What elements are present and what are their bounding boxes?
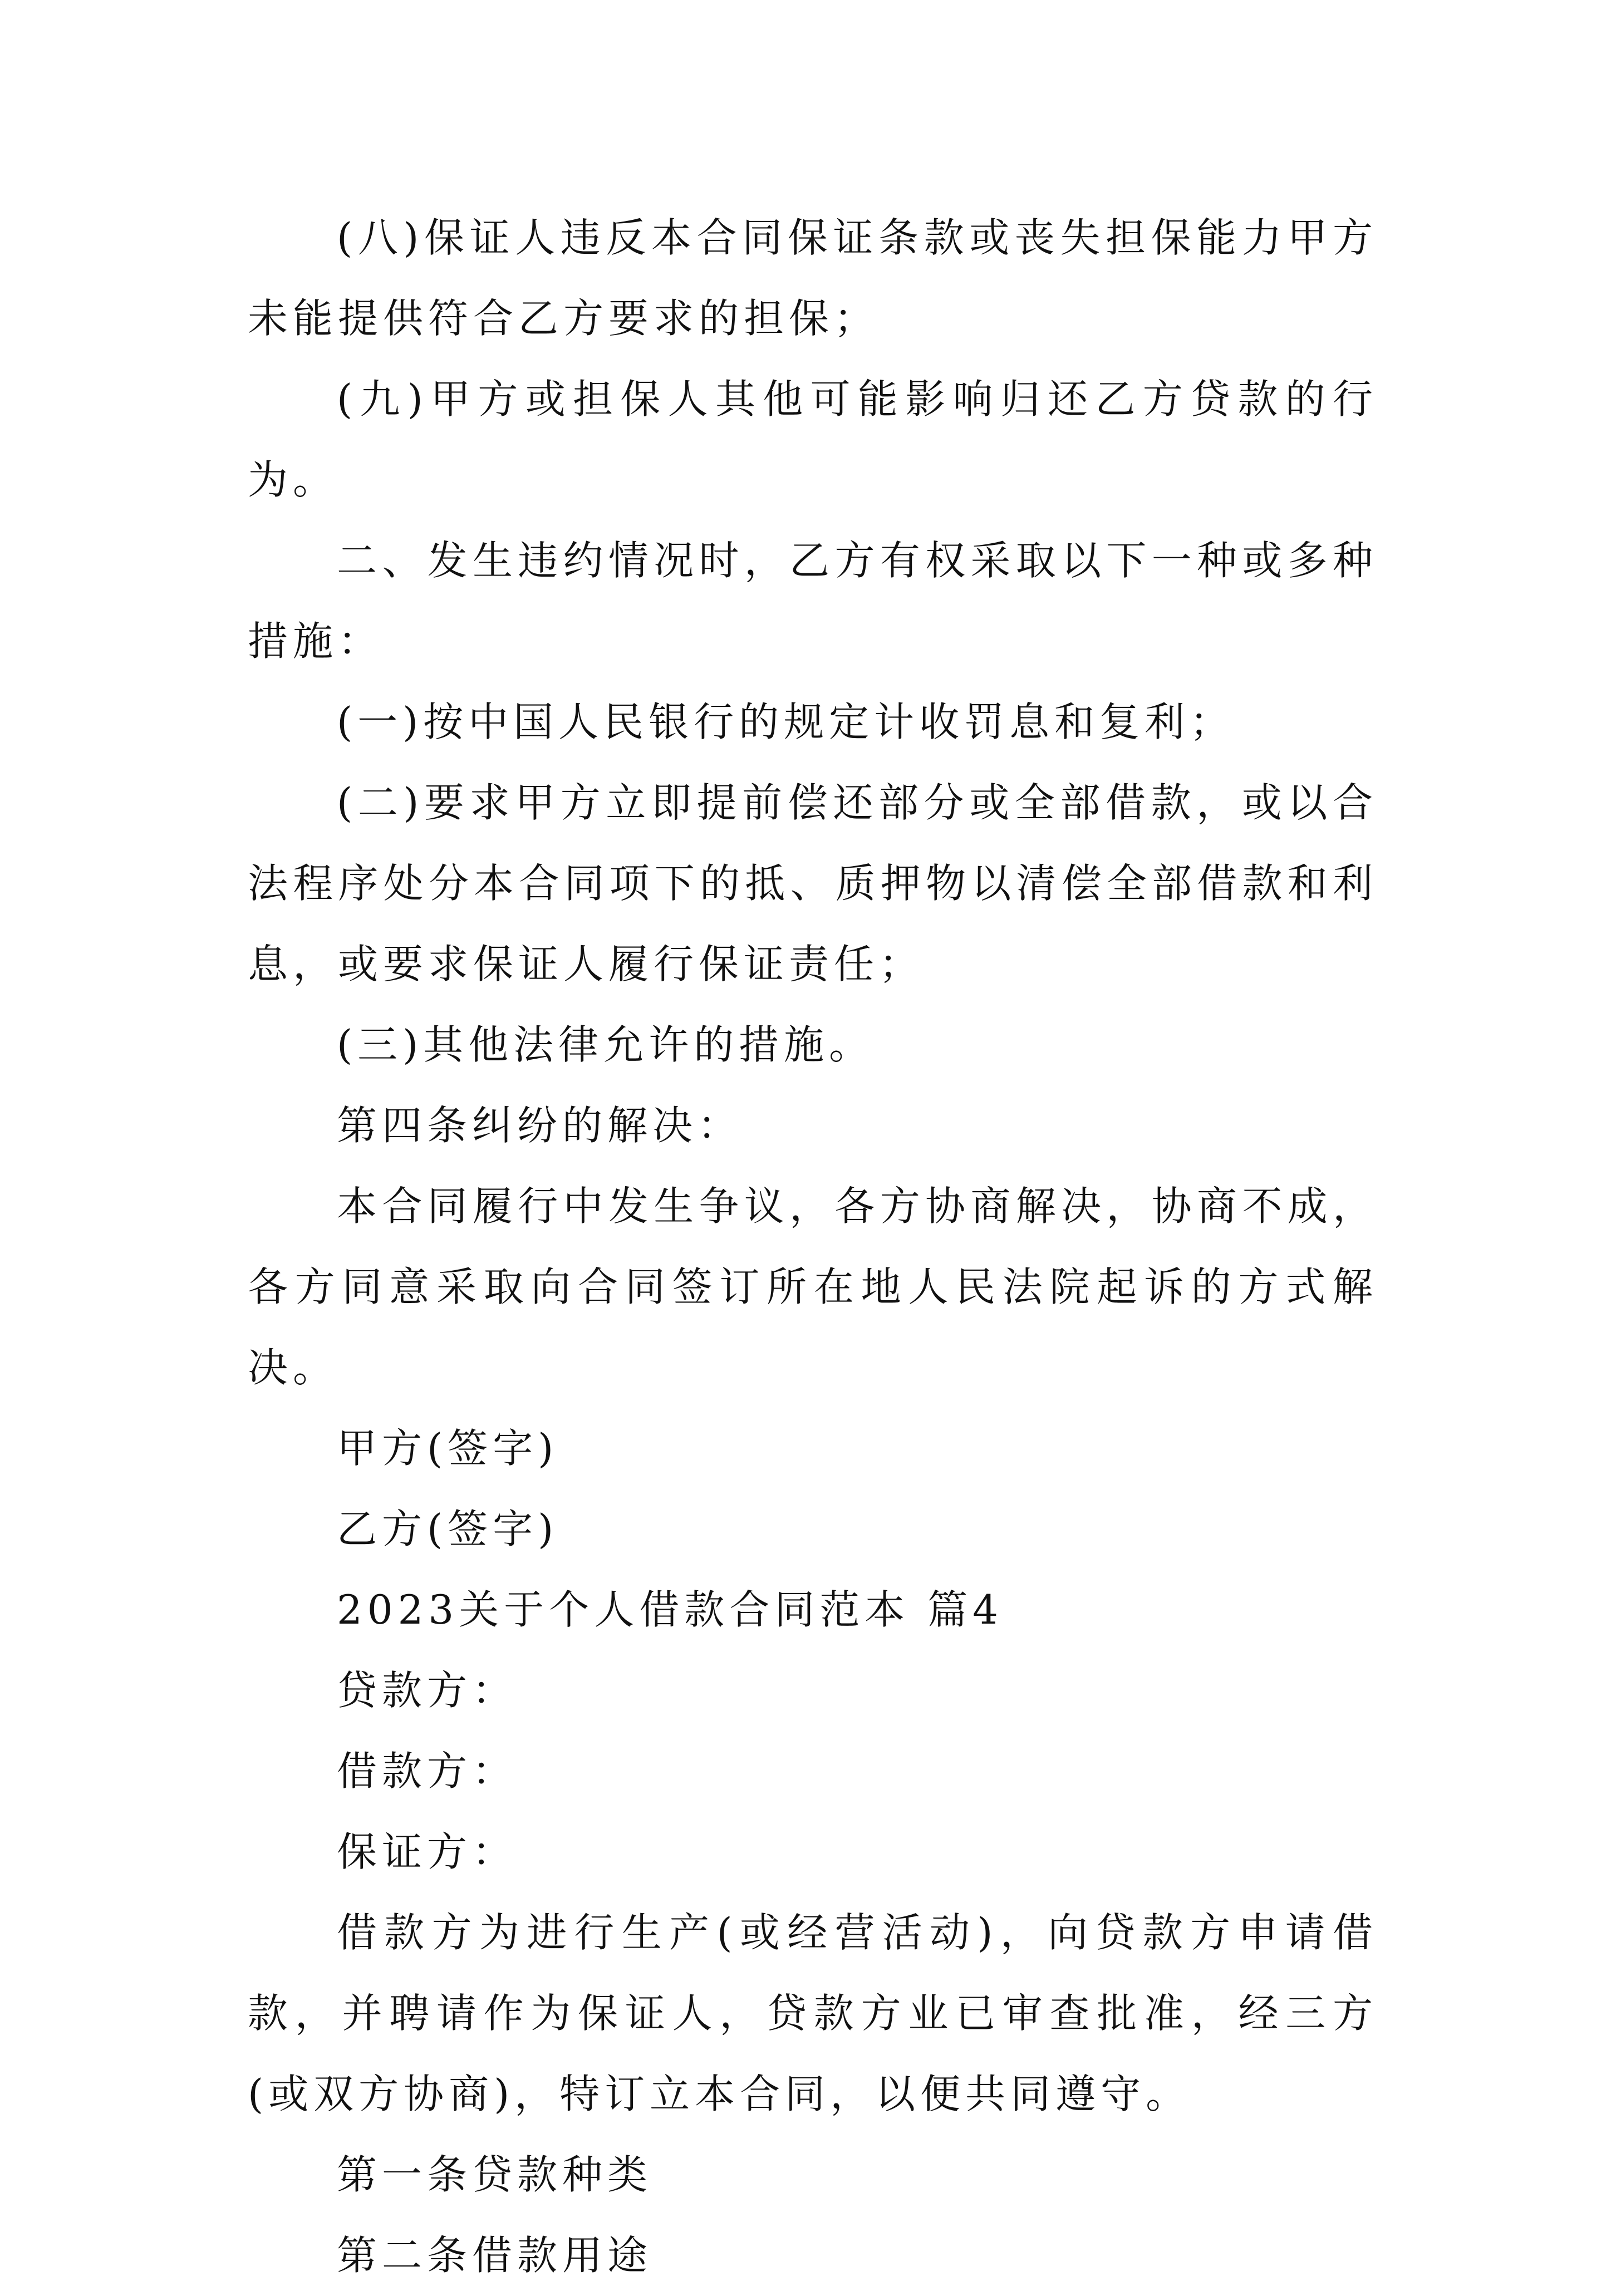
breach-remedies-paragraph: 二、发生违约情况时，乙方有权采取以下一种或多种措施： (248, 537, 1378, 665)
borrower-line: 借款方： (337, 1748, 518, 1794)
contract-body (248, 198, 1378, 2296)
clause-9-paragraph: (九)甲方或担保人其他可能影响归还乙方贷款的行为。 (248, 376, 1378, 503)
remedy-2-paragraph: (二)要求甲方立即提前偿还部分或全部借款，或以合法程序处分本合同项下的抵、质押物以清偿全部借款和利息，或要求保证人履行保证责任； (248, 779, 1378, 987)
remedy-3-paragraph: (三)其他法律允许的措施。 (337, 1021, 875, 1068)
section-title: 2023关于个人借款合同范本 篇4 (337, 1586, 1003, 1633)
party-a-signature-line: 甲方(签字) (337, 1425, 559, 1472)
article-2-heading: 第二条借款用途 (337, 2232, 653, 2279)
preamble-paragraph: 借款方为进行生产(或经营活动)，向贷款方申请借款，并聘请作为保证人，贷款方业已审查批准，经三方(或双方协商)，特订立本合同，以便共同遵守。 (248, 1909, 1378, 2117)
article-1-heading: 第一条贷款种类 (337, 2151, 653, 2198)
article-4-heading: 第四条纠纷的解决： (337, 1102, 743, 1149)
party-b-signature-line: 乙方(签字) (337, 1506, 559, 1552)
dispute-resolution-paragraph: 本合同履行中发生争议，各方协商解决，协商不成，各方同意采取向合同签订所在地人民法院起诉的方式解决。 (248, 1183, 1378, 1391)
clause-8-paragraph: (八)保证人违反本合同保证条款或丧失担保能力甲方未能提供符合乙方要求的担保； (248, 214, 1378, 342)
lender-line: 贷款方： (337, 1667, 518, 1714)
guarantor-line: 保证方： (337, 1828, 518, 1875)
remedy-1-paragraph: (一)按中国人民银行的规定计收罚息和复利； (337, 699, 1235, 745)
